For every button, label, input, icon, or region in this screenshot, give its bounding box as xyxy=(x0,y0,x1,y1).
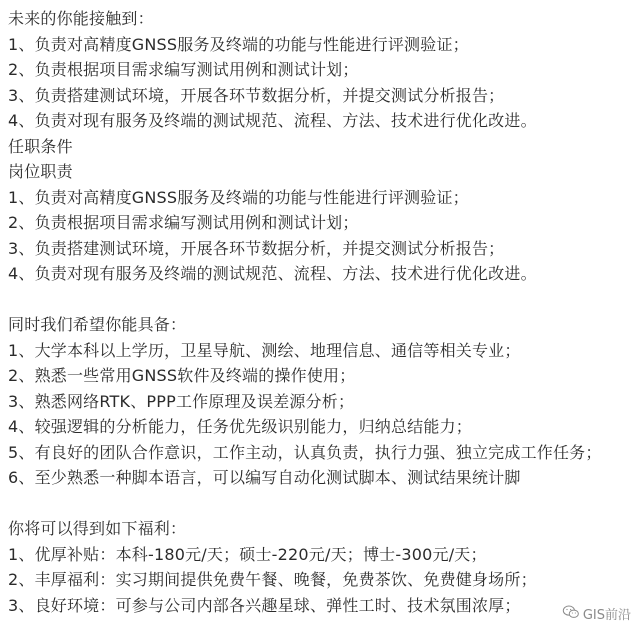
section-heading: 任职条件 xyxy=(8,136,73,156)
list-item: 6、至少熟悉一种脚本语言，可以编写自动化测试脚本、测试结果统计脚 xyxy=(8,468,521,487)
watermark-text: GIS前沿 xyxy=(582,608,631,623)
list-item: 1、负责对高精度GNSS服务及终端的功能与性能进行评测验证； xyxy=(8,187,469,207)
list-item: 2、丰厚福利：实习期间提供免费午餐、晚餐，免费茶饮、免费健身场所； xyxy=(8,570,537,589)
spacer xyxy=(8,491,633,517)
list-item: 1、大学本科以上学历，卫星导航、测绘、地理信息、通信等相关专业； xyxy=(8,340,521,360)
section-heading: 未来的你能接触到： xyxy=(8,9,154,28)
list-item: 5、有良好的团队合作意识，工作主动，认真负责，执行力强、独立完成工作任务； xyxy=(8,442,602,462)
section-heading: 你将可以得到如下福利： xyxy=(8,519,187,538)
list-item: 4、较强逻辑的分析能力，任务优先级识别能力，归纳总结能力； xyxy=(8,417,472,436)
spacer xyxy=(8,287,633,313)
list-item: 2、负责根据项目需求编写测试用例和测试计划； xyxy=(8,213,359,232)
document-body xyxy=(8,6,633,618)
list-item: 3、负责搭建测试环境，开展各环节数据分析，并提交测试分析报告； xyxy=(8,85,505,105)
list-item: 3、熟悉网络RTK、PPP工作原理及误差源分析； xyxy=(8,391,355,411)
list-item: 3、负责搭建测试环境，开展各环节数据分析，并提交测试分析报告； xyxy=(8,238,505,258)
list-item: 4、负责对现有服务及终端的测试规范、流程、方法、技术进行优化改进。 xyxy=(8,111,537,130)
list-item: 1、负责对高精度GNSS服务及终端的功能与性能进行评测验证； xyxy=(8,34,469,54)
watermark xyxy=(562,604,631,623)
wechat-icon xyxy=(562,605,580,623)
section-heading: 同时我们希望你能具备： xyxy=(8,315,187,334)
list-item: 2、负责根据项目需求编写测试用例和测试计划； xyxy=(8,60,359,79)
list-item: 1、优厚补贴：本科-180元/天；硕士-220元/天；博士-300元/天； xyxy=(8,544,487,564)
list-item: 3、良好环境：可参与公司内部各兴趣星球、弹性工时、技术氛围浓厚； xyxy=(8,595,521,615)
section-heading: 岗位职责 xyxy=(8,162,73,181)
list-item: 4、负责对现有服务及终端的测试规范、流程、方法、技术进行优化改进。 xyxy=(8,264,537,283)
list-item: 2、熟悉一些常用GNSS软件及终端的操作使用； xyxy=(8,366,356,385)
